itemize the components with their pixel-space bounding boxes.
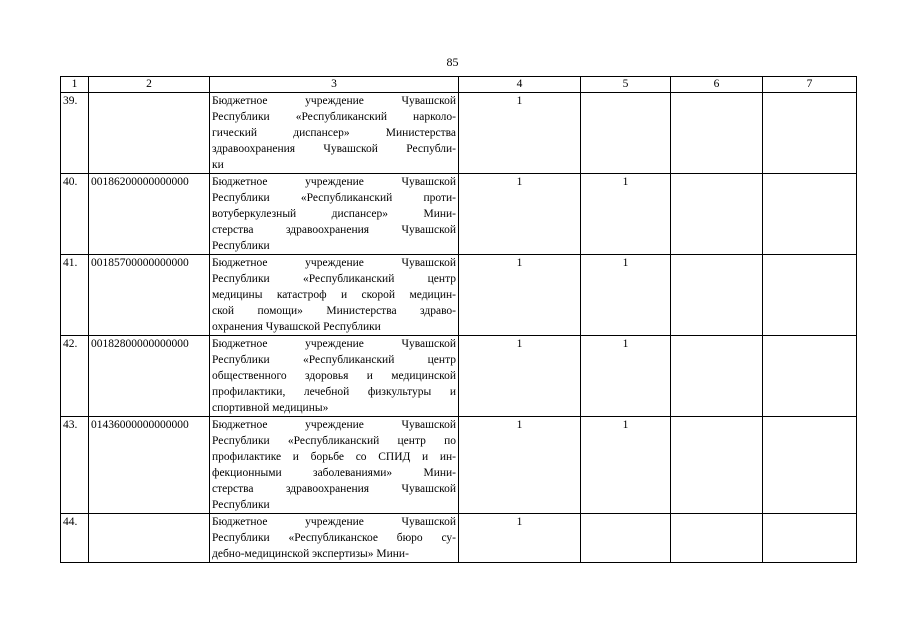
institution-name-line: дебно-медицинской экспертизы» Мини- bbox=[212, 548, 409, 560]
header-col-7: 7 bbox=[763, 77, 857, 93]
row-col-4: 1 bbox=[459, 93, 581, 174]
row-institution-name bbox=[210, 336, 459, 417]
row-number: 41. bbox=[61, 255, 89, 336]
institution-name-line: Республики «Республиканский центр bbox=[212, 273, 456, 285]
table-row bbox=[61, 514, 857, 563]
institution-name-line: охранения Чувашской Республики bbox=[212, 321, 381, 333]
institution-name-line: стерства здравоохранения Чувашской bbox=[212, 224, 456, 236]
header-row bbox=[61, 77, 857, 93]
row-col-6 bbox=[671, 417, 763, 514]
row-col-7 bbox=[763, 336, 857, 417]
institution-name-line: Республики «Республиканский центр по bbox=[212, 435, 456, 447]
table-row bbox=[61, 255, 857, 336]
row-number: 42. bbox=[61, 336, 89, 417]
institution-name-line: Бюджетное учреждение Чувашской bbox=[212, 176, 456, 188]
row-code: 00182800000000000 bbox=[89, 336, 210, 417]
header-col-3: 3 bbox=[210, 77, 459, 93]
table-row bbox=[61, 417, 857, 514]
row-col-4: 1 bbox=[459, 336, 581, 417]
institution-name-line: Бюджетное учреждение Чувашской bbox=[212, 338, 456, 350]
row-institution-name bbox=[210, 514, 459, 563]
institution-name-line: фекционными заболеваниями» Мини- bbox=[212, 467, 456, 479]
row-col-6 bbox=[671, 174, 763, 255]
institution-name-line: вотуберкулезный диспансер» Мини- bbox=[212, 208, 456, 220]
institution-name-line: Республики «Республиканское бюро су- bbox=[212, 532, 456, 544]
row-number: 40. bbox=[61, 174, 89, 255]
row-col-6 bbox=[671, 255, 763, 336]
row-col-4: 1 bbox=[459, 514, 581, 563]
institution-name-line: профилактики, лечебной физкультуры и bbox=[212, 386, 456, 398]
institution-name-line: медицины катастроф и скорой медицин- bbox=[212, 289, 456, 301]
institution-name-line: Республики bbox=[212, 499, 270, 511]
institution-name-line: Бюджетное учреждение Чувашской bbox=[212, 257, 456, 269]
institution-name-line: Республики «Республиканский проти- bbox=[212, 192, 456, 204]
row-code bbox=[89, 93, 210, 174]
row-col-4: 1 bbox=[459, 174, 581, 255]
row-institution-name bbox=[210, 93, 459, 174]
row-code: 00185700000000000 bbox=[89, 255, 210, 336]
row-col-7 bbox=[763, 93, 857, 174]
row-col-7 bbox=[763, 255, 857, 336]
row-code: 00186200000000000 bbox=[89, 174, 210, 255]
header-col-2: 2 bbox=[89, 77, 210, 93]
institution-name-line: Республики bbox=[212, 240, 270, 252]
row-col-7 bbox=[763, 174, 857, 255]
row-code: 01436000000000000 bbox=[89, 417, 210, 514]
institution-name-line: Бюджетное учреждение Чувашской bbox=[212, 516, 456, 528]
header-col-1: 1 bbox=[61, 77, 89, 93]
row-col-5 bbox=[581, 514, 671, 563]
table-row bbox=[61, 336, 857, 417]
institution-name-line: профилактике и борьбе со СПИД и ин- bbox=[212, 451, 456, 463]
institution-name-line: гический диспансер» Министерства bbox=[212, 127, 456, 139]
row-code bbox=[89, 514, 210, 563]
row-col-6 bbox=[671, 336, 763, 417]
row-col-5: 1 bbox=[581, 336, 671, 417]
table-body bbox=[61, 93, 857, 563]
header-col-4: 4 bbox=[459, 77, 581, 93]
institution-name-line: стерства здравоохранения Чувашской bbox=[212, 483, 456, 495]
row-col-5: 1 bbox=[581, 255, 671, 336]
row-number: 39. bbox=[61, 93, 89, 174]
header-col-6: 6 bbox=[671, 77, 763, 93]
institutions-table bbox=[60, 76, 857, 563]
header-col-5: 5 bbox=[581, 77, 671, 93]
row-col-4: 1 bbox=[459, 417, 581, 514]
row-col-7 bbox=[763, 514, 857, 563]
table-row bbox=[61, 174, 857, 255]
institution-name-line: Бюджетное учреждение Чувашской bbox=[212, 419, 456, 431]
row-col-6 bbox=[671, 93, 763, 174]
institution-name-line: общественного здоровья и медицинской bbox=[212, 370, 456, 382]
row-number: 43. bbox=[61, 417, 89, 514]
row-col-6 bbox=[671, 514, 763, 563]
institution-name-line: Республики «Республиканский центр bbox=[212, 354, 456, 366]
row-col-4: 1 bbox=[459, 255, 581, 336]
row-col-7 bbox=[763, 417, 857, 514]
row-institution-name bbox=[210, 174, 459, 255]
row-number: 44. bbox=[61, 514, 89, 563]
institution-name-line: ки bbox=[212, 159, 224, 171]
page-number: 85 bbox=[446, 55, 459, 69]
institution-name-line: Республики «Республиканский нарколо- bbox=[212, 111, 456, 123]
row-col-5 bbox=[581, 93, 671, 174]
row-col-5: 1 bbox=[581, 174, 671, 255]
institution-name-line: Бюджетное учреждение Чувашской bbox=[212, 95, 456, 107]
row-institution-name bbox=[210, 255, 459, 336]
row-institution-name bbox=[210, 417, 459, 514]
institution-name-line: ской помощи» Министерства здраво- bbox=[212, 305, 456, 317]
institution-name-line: спортивной медицины» bbox=[212, 402, 329, 414]
row-col-5: 1 bbox=[581, 417, 671, 514]
table-row bbox=[61, 93, 857, 174]
institution-name-line: здравоохранения Чувашской Республи- bbox=[212, 143, 456, 155]
